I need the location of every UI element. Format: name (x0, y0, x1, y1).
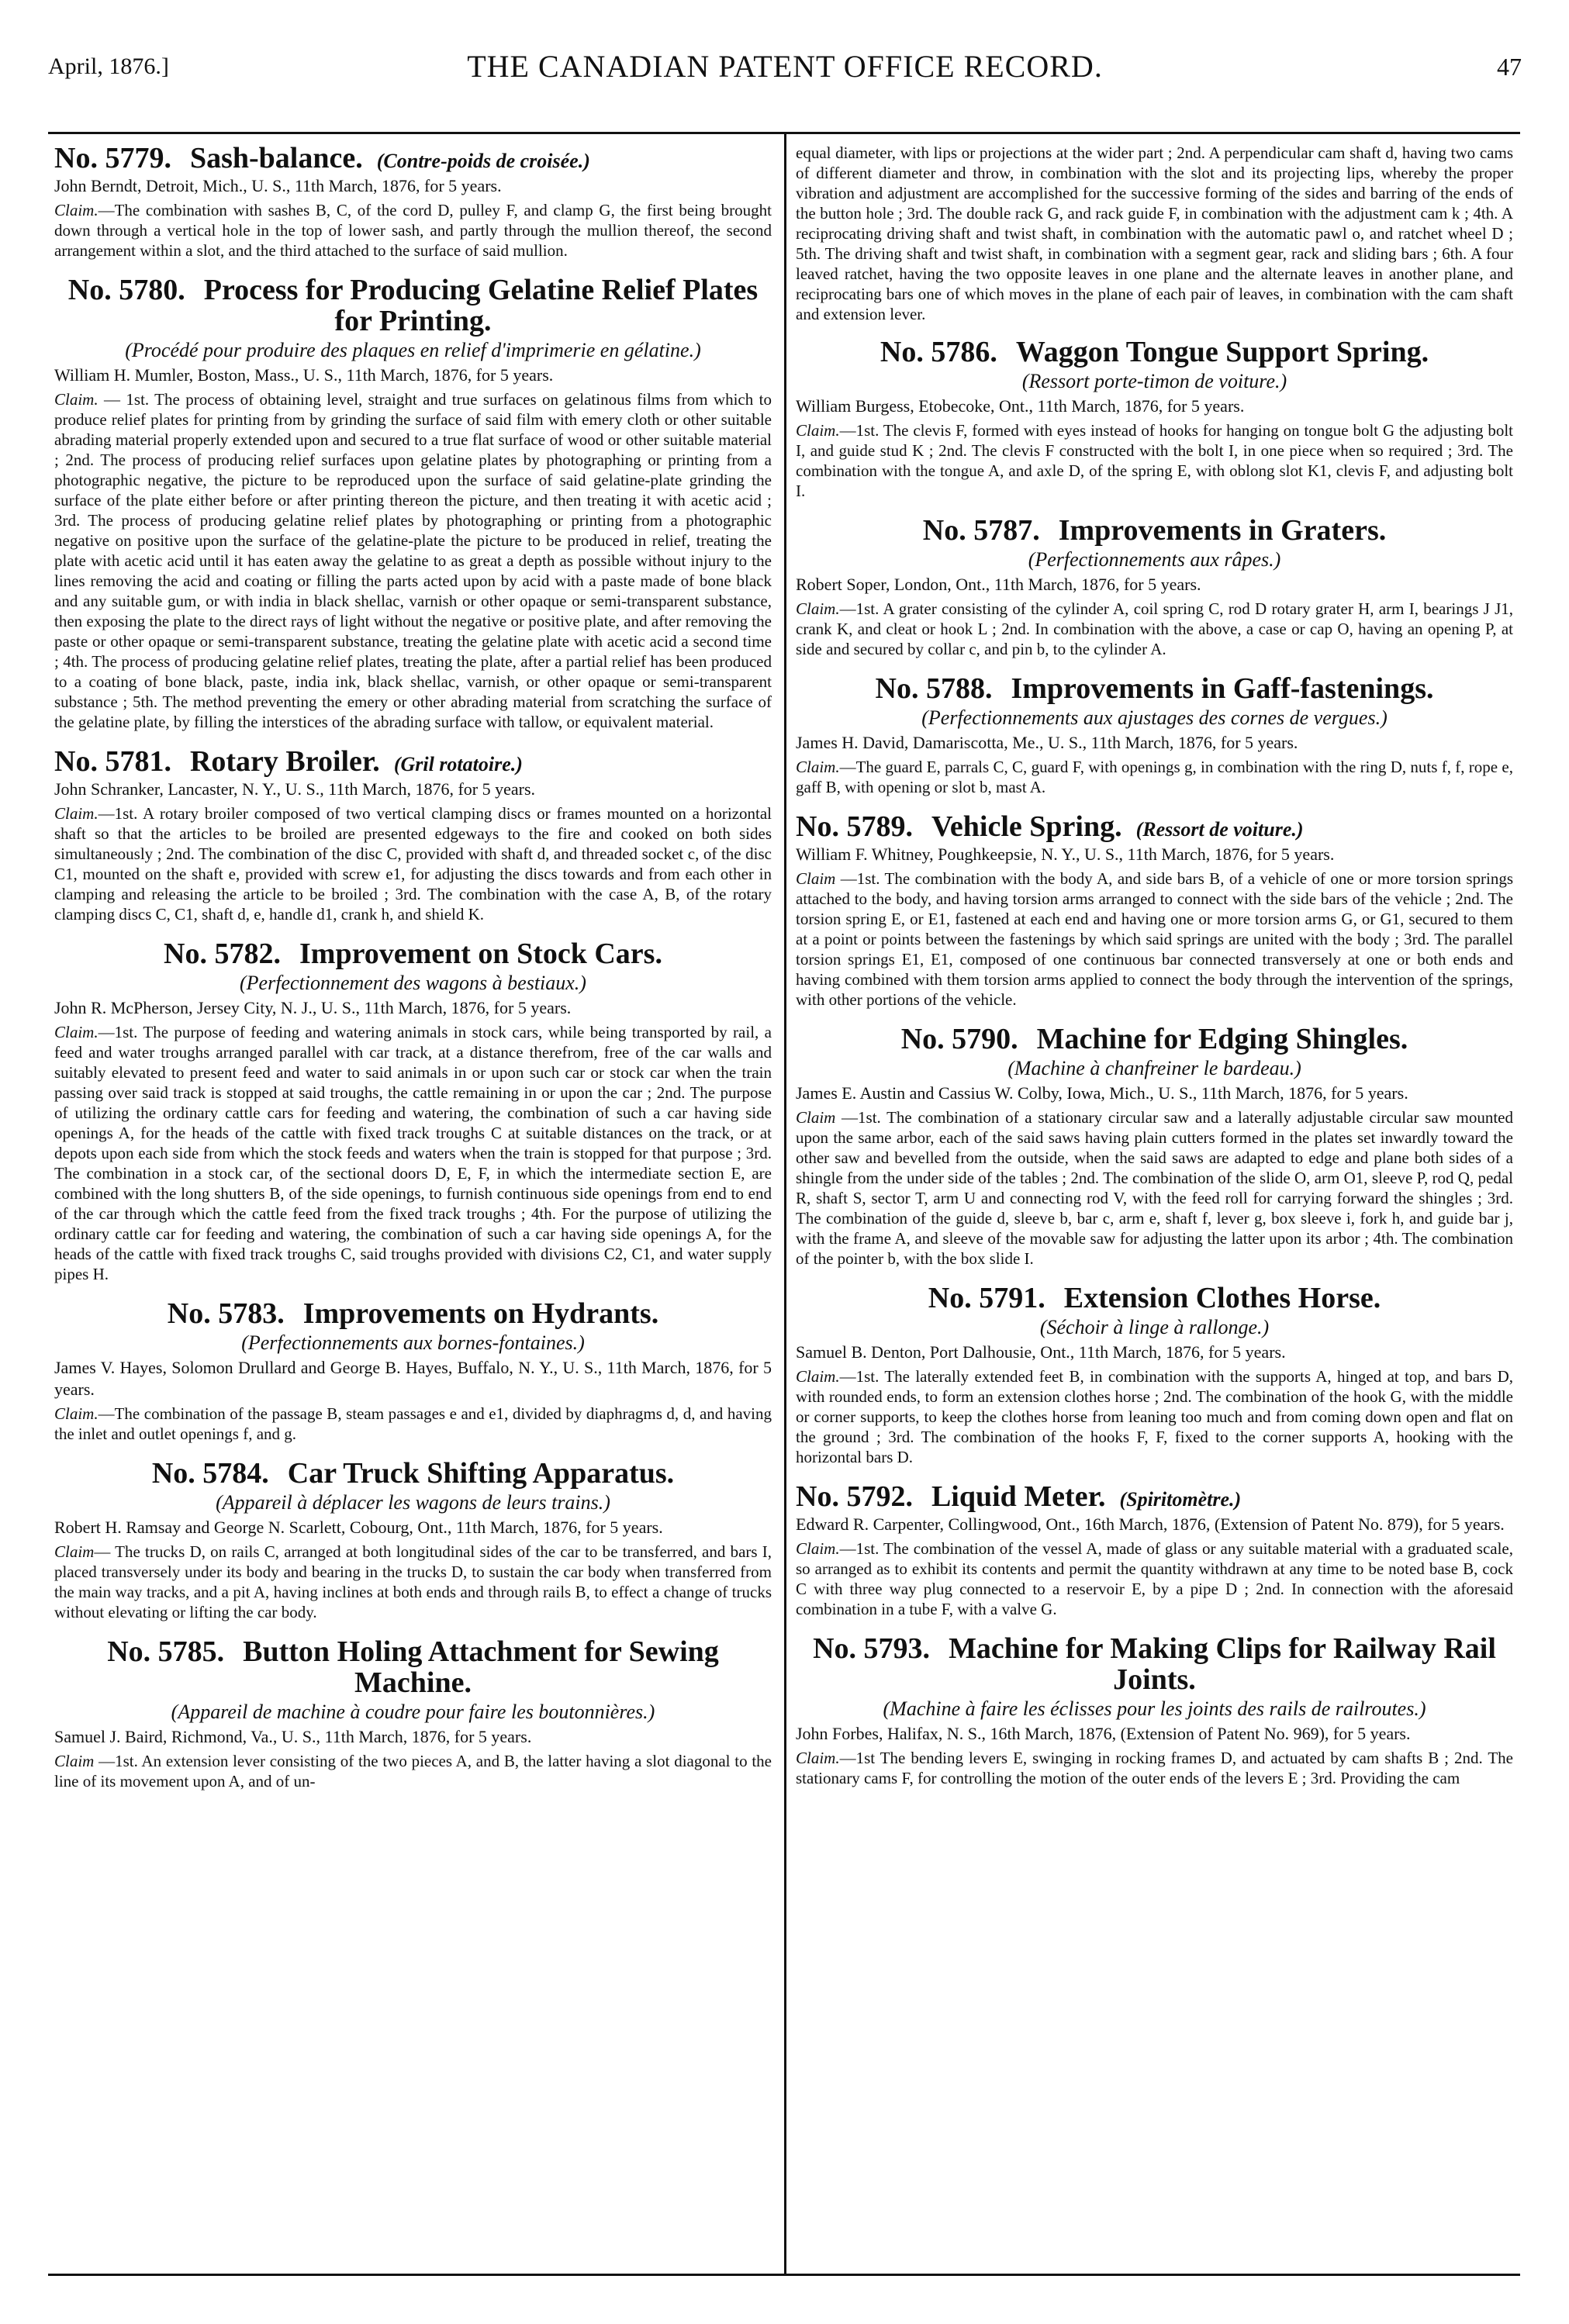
patent-french-title: (Perfectionnements aux ajustages des cornes de vergues.) (921, 706, 1388, 729)
patent-title: Vehicle Spring. (931, 810, 1122, 843)
claim-label: Claim (796, 1108, 836, 1127)
page-header (48, 48, 1522, 85)
claim-text: —1st. The laterally extended feet B, in combination with the supports A, hinged at top, and bars D, with rounded ends, to form an extension clothes horse ; 2nd. The combination of the hook G, with the middle or corner supports, to keep the clothes horse from leaning too much and from coming down open and flat on the ground ; 3rd. The combination of the hooks F, F, fixed to the corner supports A, hooking with the horizontal bars D. (796, 1367, 1513, 1466)
patent-entry-5783 (54, 1298, 772, 1444)
patent-title: Button Holing Attachment for Sewing Machine. (243, 1635, 719, 1699)
claim-text: —The guard E, parrals C, C, guard F, with openings g, in combination with the ring D, nuts f, f, rope e, gaff B, with opening or slot b, mast A. (796, 758, 1513, 796)
patent-inventor: Robert Soper, London, Ont., 11th March, 1876, for 5 years. (796, 575, 1201, 594)
patent-claim (796, 599, 1513, 659)
claim-text: — 1st. The process of obtaining level, straight and true surfaces on gelatinous films from which to produce relief plates for printing from by grinding the surface of said film with emery cloth or other suitable abrading material properly extended upon and secured to a true flat surface of wood or other suitable material ; 2nd. The process of producing relief surfaces upon gelatine plates by photographing or printing from a photographic negative, the picture to be reproduced upon the surface of said gelatine-plate grinding the surface of the plate either before or after printing thereon the picture, and then treating it with acetic acid ; 3rd. The process of producing gelatine relief plates by photographing or printing from a photographic negative on positive upon the surface of the gelatine-plate the picture to be produced in relief, treating the plate with acetic acid until it has eaten away the gelatine to as great a depth as possible without injury to the lines removing the acid and coating or filling the parts acted upon by acid with a paste made of bone black and any suitable gum, or with india in black shellac, varnish or other opaque or semi-transparent substance, then exposing the plate to the direct rays of light without the negative or positive plate, and after removing the paste or other opaque or semi-transparent substance, treating the gelatine plate with acetic acid a second time ; 4th. The process of producing gelatine relief plates, treating the plate, after a partial relief has been produced to a coating of bone black, paste, india ink, black shellac, varnish, or other opaque or semi-transparent substance ; 5th. The method preventing the emery or other abrading material from scratching the surface of the gelatine plate, by filling the interstices of the abrading surface with tallow, or equivalent material. (54, 390, 772, 731)
patent-heading (54, 1636, 772, 1698)
patent-number: No. 5782. (164, 938, 281, 970)
patent-heading (796, 1481, 1513, 1512)
patent-inventor: Edward R. Carpenter, Collingwood, Ont., 16th March, 1876, (Extension of Patent No. 879), for 5 years. (796, 1514, 1505, 1534)
patent-number: No. 5786. (880, 336, 997, 368)
patent-heading (54, 938, 772, 969)
claim-label: Claim. (796, 599, 840, 618)
patent-claim (54, 1022, 772, 1284)
patent-inventor: William Burgess, Etobecoke, Ont., 11th March, 1876, for 5 years. (796, 396, 1245, 416)
claim-label: Claim. (54, 804, 98, 823)
patent-french-title: (Machine à faire les éclisses pour les joints des rails de railroutes.) (883, 1697, 1426, 1720)
patent-entry-5789 (796, 811, 1513, 1010)
patent-number: No. 5785. (107, 1635, 225, 1668)
patent-entry-5788 (796, 673, 1513, 797)
patent-heading (796, 673, 1513, 704)
patent-french-title: (Contre-poids de croisée.) (376, 150, 590, 172)
patent-entry-5790 (796, 1024, 1513, 1269)
patent-number: No. 5783. (167, 1297, 285, 1330)
claim-text: —The combination of the passage B, steam passages e and e1, divided by diaphragms d, d, and having the inlet and outlet openings f, and g. (54, 1404, 772, 1443)
patent-claim (54, 1542, 772, 1622)
patent-title: Improvements in Graters. (1058, 514, 1387, 547)
claim-text: — The trucks D, on rails C, arranged at both longitudinal sides of the car to be transferred, and bars I, placed transversely under its body and bearing in the trucks D, to sustain the car body when transferred from the main way tracks, and a pit A, having inclines at both ends and through rails B, to effect a change of trucks without elevating or lifting the car body. (54, 1542, 772, 1621)
patent-number: No. 5788. (875, 672, 993, 705)
patent-claim (796, 757, 1513, 797)
claim-label: Claim. (796, 421, 840, 440)
patent-french-title: (Appareil à déplacer les wagons de leurs trains.) (216, 1491, 610, 1514)
patent-number: No. 5780. (67, 274, 185, 306)
patent-heading (54, 143, 772, 174)
patent-title: Improvements in Gaff-fastenings. (1011, 672, 1434, 705)
patent-title: Improvements on Hydrants. (302, 1297, 659, 1330)
patent-inventor: Robert H. Ramsay and George N. Scarlett, Cobourg, Ont., 11th March, 1876, for 5 years. (54, 1518, 663, 1537)
patent-entry-5785 (54, 1636, 772, 1791)
patent-number: No. 5793. (813, 1632, 931, 1665)
claim-text: —1st. The purpose of feeding and watering animals in stock cars, while being transported by rail, a feed and water troughs arranged parallel with car track, at a distance therefrom, free of the car walls and suitably elevated to present feed and water to said animals in or upon such car or stock car when the train passing over said track is stopped at said troughs, the cattle remaining in or upon the car ; 2nd. The purpose of utilizing the ordinary cattle cars for feeding and watering, the combination of such a car having side openings A, for the heads of the cattle with fixed track troughs C at suitable distances on the track, or at depots upon each side from which the stock feeds and waters when the train is stopped for that purpose ; 3rd. The combination in a stock car, of the sectional doors D, E, F, in which the intermediate section E, are combined with the long shutters B, of the side openings, to furnish continuous side openings from end to end of the car through which the cattle feed from the fixed track troughs ; 4th. For the purpose of utilizing the ordinary cattle car for feeding and watering, the combination of such a car having side openings A, for the heads of the cattle with fixed track troughs C, said troughs provided with divisions C2, C1, and water supply pipes H. (54, 1023, 772, 1283)
patent-title: Improvement on Stock Cars. (299, 938, 662, 970)
patent-inventor: Samuel J. Baird, Richmond, Va., U. S., 11th March, 1876, for 5 years. (54, 1727, 532, 1746)
claim-text: —1st. A grater consisting of the cylinder A, coil spring C, rod D rotary grater H, arm I, bearings J J1, crank K, and cleat or hook L ; 2nd. In combination with the above, a case or cap O, having an opening P, at side and secured by collar c, and pin b, to the cylinder A. (796, 599, 1513, 658)
patent-claim (796, 868, 1513, 1010)
patent-title: Liquid Meter. (931, 1480, 1106, 1513)
patent-claim (796, 420, 1513, 501)
patent-inventor: Samuel B. Denton, Port Dalhousie, Ont., 11th March, 1876, for 5 years. (796, 1342, 1286, 1362)
patent-heading (796, 811, 1513, 842)
claim-label: Claim. (54, 201, 98, 219)
patent-claim (796, 1366, 1513, 1467)
patent-entry-5786 (796, 337, 1513, 501)
patent-inventor: William H. Mumler, Boston, Mass., U. S., 11th March, 1876, for 5 years. (54, 365, 554, 385)
patent-heading (54, 746, 772, 777)
patent-heading (54, 1458, 772, 1489)
patent-french-title: (Spiritomètre.) (1119, 1488, 1242, 1511)
patent-entry-5791 (796, 1283, 1513, 1467)
patent-title: Extension Clothes Horse. (1063, 1282, 1381, 1314)
patent-claim (54, 803, 772, 924)
journal-title: THE CANADIAN PATENT OFFICE RECORD. (467, 49, 1103, 84)
claim-label: Claim. (796, 1539, 840, 1558)
patent-inventor: James E. Austin and Cassius W. Colby, Iowa, Mich., U. S., 11th March, 1876, for 5 years. (796, 1083, 1408, 1103)
right-column (796, 143, 1513, 2267)
patent-claim (54, 389, 772, 732)
claim-text: —1st. An extension lever consisting of the two pieces A, and B, the latter having a slot diagonal to the line of its movement upon A, and of un- (54, 1752, 772, 1790)
patent-french-title: (Ressort de voiture.) (1135, 818, 1304, 841)
claim-text: —1st. The combination of a stationary circular saw and a laterally adjustable circular saw mounted upon the same arbor, each of the said saws having plain cutters formed in the plates set inwardly toward the other saw and bevelled from the outside, when the said saws are adapted to edge and plane both sides of a shingle from the under side of the tables ; 2nd. The combination of the slide O, arm O1, sleeve P, rod Q, pedal R, shaft S, sector T, arm U and connecting rod V, with the feed roll for carrying forward the shingles ; 3rd. The combination of the guide d, sleeve b, bar c, arm e, shaft f, lever g, box sleeve i, fork h, and guide bar j, with the frame A, and sleeve of the movable saw for adjusting the latter upon its arbor ; 4th. The combination of the pointer b, with the box slide I. (796, 1108, 1513, 1268)
patent-entry-5792 (796, 1481, 1513, 1619)
patent-french-title: (Perfectionnement des wagons à bestiaux.) (240, 972, 586, 994)
patent-number: No. 5779. (54, 143, 171, 174)
footer-rule (48, 2274, 1520, 2276)
patent-number: No. 5784. (151, 1457, 269, 1490)
claim-text: —The combination with sashes B, C, of the cord D, pulley F, and clamp G, the first being brought down through a vertical hole in the top of lower sash, and partly through the mullion thereof, the second arrangement within a slot, and the third attached to the surface of said mullion. (54, 201, 772, 260)
patent-heading (796, 337, 1513, 368)
patent-claim (796, 1107, 1513, 1269)
patent-inventor: John R. McPherson, Jersey City, N. J., U. S., 11th March, 1876, for 5 years. (54, 998, 572, 1017)
patent-french-title: (Procédé pour produire des plaques en relief d'imprimerie en gélatine.) (125, 339, 701, 361)
patent-french-title: (Séchoir à linge à rallonge.) (1039, 1316, 1270, 1338)
patent-inventor: James V. Hayes, Solomon Drullard and George B. Hayes, Buffalo, N. Y., U. S., 11th March, 1876, for 5 years. (54, 1358, 772, 1399)
patent-title: Waggon Tongue Support Spring. (1015, 336, 1429, 368)
claim-text: —1st The bending levers E, swinging in rocking frames D, and actuated by cam shafts B ; 2nd. The stationary cams F, for controlling the motion of the outer ends of the levers E ; 3rd. Providing the cam (796, 1749, 1513, 1787)
patent-inventor: John Berndt, Detroit, Mich., U. S., 11th March, 1876, for 5 years. (54, 176, 502, 195)
claim-label: Claim (54, 1752, 95, 1770)
patent-entry-5779 (54, 143, 772, 261)
patent-number: No. 5787. (922, 514, 1040, 547)
claim-text: —1st. The combination of the vessel A, made of glass or any suitable material with a graduated scale, so arranged as to exhibit its contents and permit the quantity withdrawn at any time to be noted base B, cock C with three way plug connected to a reservoir E, by a pipe D ; 2nd. In connection with the aforesaid combination in a tube F, with a valve G. (796, 1539, 1513, 1618)
left-column (54, 143, 772, 2267)
patent-title: Rotary Broiler. (189, 745, 380, 778)
patent-title: Sash-balance. (189, 143, 363, 174)
claim-label: Claim (796, 869, 836, 888)
claim-label: Claim. (796, 1749, 840, 1767)
claim-continuation-5785: equal diameter, with lips or projections at the wider part ; 2nd. A perpendicular cam shaft d, having two cams of different diameter and throw, in combination with the slot and its projecting lips, whereby the proper vibration and adjustment are accomplished for the successive forming of the sides and barring of the ends of the button hole ; 3rd. The double rack G, and rack guide F, in combination with the adjustment cam k ; 4th. A reciprocating driving shaft and twist shaft, in combination with the automatic pawl o, and ratchet wheel D ; 5th. The driving shaft and twist shaft, in combination with a segment gear, rack and sliding bars ; 6th. A four leaved ratchet, having the two opposite leaves in one plane and the alternate leaves in another plane, and reciprocating bars one of which moves in the plane of each pair of leaves, in combination with the cam shaft and extension lever. (796, 143, 1513, 323)
patent-number: No. 5789. (796, 810, 913, 843)
patent-entry-5787 (796, 515, 1513, 659)
patent-heading (796, 1283, 1513, 1314)
patent-heading (796, 1633, 1513, 1695)
patent-french-title: (Ressort porte-timon de voiture.) (1021, 370, 1287, 392)
patent-entry-5784 (54, 1458, 772, 1622)
patent-number: No. 5781. (54, 745, 171, 778)
patent-french-title: (Machine à chanfreiner le bardeau.) (1007, 1057, 1301, 1079)
patent-number: No. 5792. (796, 1480, 913, 1513)
patent-title: Machine for Making Clips for Railway Rail Joints. (949, 1632, 1496, 1696)
claim-label: Claim. (796, 758, 840, 776)
claim-text: —1st. The clevis F, formed with eyes instead of hooks for hanging on tongue bolt G the adjusting bolt I, and guide stud K ; 2nd. The clevis F constructed with the bolt I, in one piece when so required ; 3rd. The combination with the tongue A, and axle D, of the spring E, with oblong slot K1, clevis F, and adjusting bolt I. (796, 421, 1513, 500)
patent-heading (54, 1298, 772, 1329)
patent-title: Car Truck Shifting Apparatus. (287, 1457, 675, 1490)
claim-label: Claim. (54, 390, 98, 409)
patent-title: Machine for Edging Shingles. (1036, 1023, 1408, 1055)
column-divider (784, 133, 786, 2274)
patent-claim (796, 1748, 1513, 1788)
patent-title: Process for Producing Gelatine Relief Plates for Printing. (203, 274, 759, 337)
patent-entry-5793 (796, 1633, 1513, 1788)
patent-claim (54, 1751, 772, 1791)
patent-inventor: John Forbes, Halifax, N. S., 16th March, 1876, (Extension of Patent No. 969), for 5 years. (796, 1724, 1411, 1743)
patent-number: No. 5791. (928, 1282, 1045, 1314)
patent-entry-5780 (54, 275, 772, 732)
claim-label: Claim (54, 1542, 95, 1561)
claim-label: Claim. (54, 1404, 98, 1423)
patent-french-title: (Appareil de machine à coudre pour faire les boutonnières.) (171, 1701, 655, 1723)
patent-number: No. 5790. (900, 1023, 1018, 1055)
claim-text: —1st. A rotary broiler composed of two vertical clamping discs or frames mounted on a horizontal shaft so that the articles to be broiled are presented edgeways to the fire and cooked on both sides simultaneously ; 2nd. The combination of the disc C, provided with shaft d, and threaded socket c, of the disc C1, mounted on the shaft e, provided with screw e1, for adjusting the discs towards and from each other in clamping and releasing the article to be broiled ; 3rd. The combination with the case A, B, of the rotary clamping discs C, C1, shaft d, e, handle d1, crank h, and shield K. (54, 804, 772, 924)
patent-claim (54, 200, 772, 261)
claim-label: Claim. (54, 1023, 98, 1041)
patent-french-title: (Perfectionnements aux râpes.) (1028, 548, 1281, 571)
claim-text: —1st. The combination with the body A, and side bars B, of a vehicle of one or more torsion springs attached to the body, and having torsion arms arranged to connect with the side bars of the vehicle ; 2nd. The torsion spring E, or E1, fastened at each end and having one or more torsion arms G, or G1, secured to them at a point or points between the fastenings by which said springs are united with the body ; 3rd. The parallel torsion springs E1, E1, composed of one continuous bar connected transversely at one or both ends and having combined with them torsion arms applied to connect the body through the intervention of the springs, with other portions of the vehicle. (796, 869, 1513, 1009)
patent-inventor: William F. Whitney, Poughkeepsie, N. Y., U. S., 11th March, 1876, for 5 years. (796, 844, 1335, 864)
patent-heading (54, 275, 772, 337)
patent-claim (796, 1538, 1513, 1619)
patent-inventor: James H. David, Damariscotta, Me., U. S., 11th March, 1876, for 5 years. (796, 733, 1298, 752)
patent-heading (796, 515, 1513, 546)
patent-french-title: (Gril rotatoire.) (393, 753, 523, 775)
patent-entry-5782 (54, 938, 772, 1284)
claim-label: Claim. (796, 1367, 840, 1386)
page-number: 47 (1497, 53, 1522, 81)
patent-claim (54, 1404, 772, 1444)
patent-heading (796, 1024, 1513, 1055)
patent-entry-5781 (54, 746, 772, 924)
issue-date: April, 1876.] (48, 54, 169, 79)
patent-french-title: (Perfectionnements aux bornes-fontaines.) (241, 1331, 585, 1354)
patent-inventor: John Schranker, Lancaster, N. Y., U. S., 11th March, 1876, for 5 years. (54, 779, 536, 799)
